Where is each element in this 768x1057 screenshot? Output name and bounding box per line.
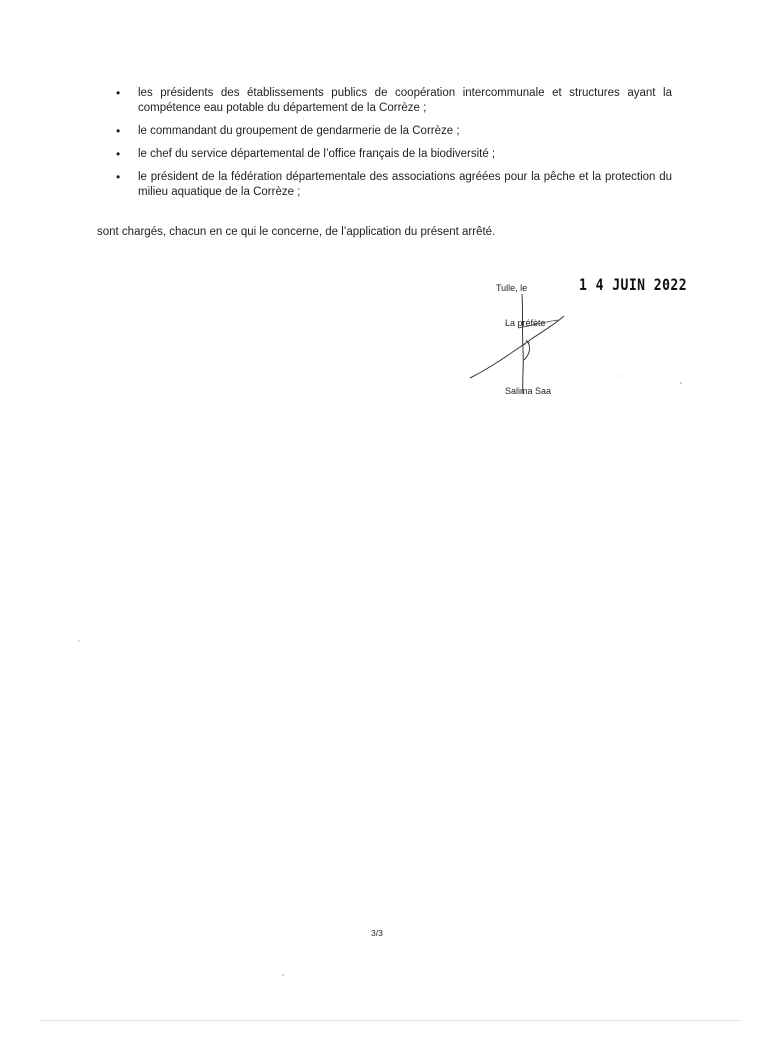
bullet-icon: • [116, 86, 121, 100]
list-item-text: le chef du service départemental de l’office français de la biodiversité ; [138, 148, 496, 160]
list-item [112, 147, 672, 162]
list-item [112, 124, 672, 139]
scan-bottom-edge [40, 1020, 740, 1021]
bullet-icon: • [116, 170, 121, 184]
page-number: 3/3 [371, 928, 383, 938]
list-item-text: le président de la fédération départementale des associations agréées pour la pêche et la protection du milieu aquatique de la Corrèze ; [138, 171, 672, 198]
date-stamp: 1 4 JUIN 2022 [579, 275, 688, 294]
closing-sentence: sont chargés, chacun en ce qui le concerne, de l’application du présent arrêté. [97, 226, 496, 238]
signature-place: Tulle, le [496, 283, 528, 293]
bullet-icon: • [116, 124, 121, 138]
bullet-icon: • [116, 147, 121, 161]
handwritten-signature-icon [460, 290, 610, 410]
list-item-text: les présidents des établissements publics de coopération intercommunale et structures ayant la compétence eau potable du département de la Corrèze ; [138, 87, 672, 114]
list-item [112, 86, 672, 116]
list-item-text: le commandant du groupement de gendarmerie de la Corrèze ; [138, 125, 460, 137]
signatory-name: Salima Saa [505, 386, 552, 396]
signatory-role: La préfète [505, 318, 546, 328]
list-item [112, 170, 672, 200]
recipients-list [112, 86, 672, 208]
